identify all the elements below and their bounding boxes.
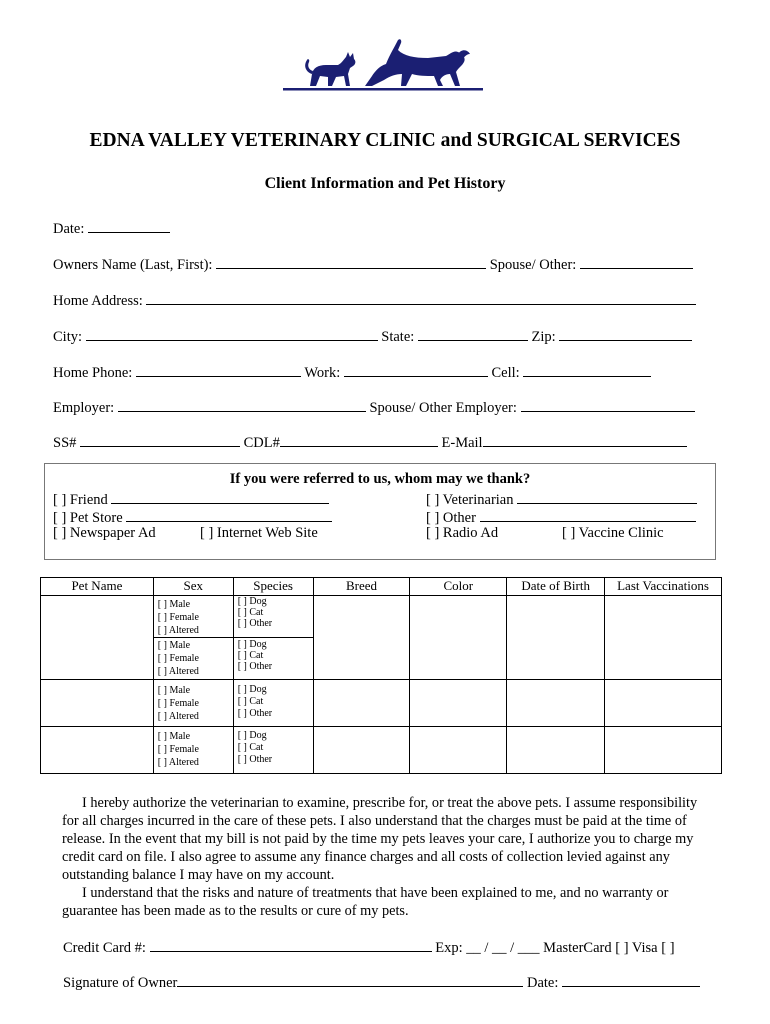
city-label: City: <box>53 329 83 345</box>
date-label: Date: <box>53 221 85 237</box>
ss-label: SS# <box>53 435 77 451</box>
header-breed: Breed <box>313 578 410 596</box>
sex-cell <box>153 638 233 680</box>
cat-and-dog-silhouette-icon <box>280 30 485 94</box>
signature-owner-field[interactable] <box>177 972 523 987</box>
sex-cell <box>153 596 233 638</box>
species-cat-checkbox[interactable]: [ ] Cat <box>237 650 264 661</box>
color-cell[interactable] <box>410 727 507 774</box>
visa-checkbox[interactable]: Visa [ ] <box>631 940 675 956</box>
date-of-birth-cell[interactable] <box>507 680 605 727</box>
spouse-employer-label: Spouse/ Other Employer: <box>369 400 517 416</box>
sex-male-checkbox[interactable]: [ ] Male <box>157 599 191 610</box>
date-of-birth-cell[interactable] <box>507 596 605 680</box>
cdl-label: CDL# <box>243 435 280 451</box>
sex-female-checkbox[interactable]: [ ] Female <box>157 653 199 664</box>
authorization-paragraph: I hereby authorize the veterinarian to examine, prescribe for, or treat the above pets. I assume responsibility for all charges incurred in the care of these pets. I also understand that the charges must be paid at the time of release. In the event that my bill is not paid by the time my pets leaves your care, I authorize you to charge my credit card on file. I also agree to assume any finance charges and all costs of collection levied against any outstanding balance I may have on my account. <box>62 795 698 883</box>
sex-male-checkbox[interactable]: [ ] Male <box>157 640 191 651</box>
cdl-field[interactable] <box>280 432 438 447</box>
sex-female-checkbox[interactable]: [ ] Female <box>157 744 199 755</box>
mastercard-checkbox[interactable]: MasterCard [ ] <box>543 940 629 956</box>
date-field[interactable] <box>88 218 170 233</box>
credit-card-label: Credit Card #: <box>63 940 146 956</box>
date-of-birth-cell[interactable] <box>507 727 605 774</box>
expiration-field[interactable]: Exp: __ / __ / ___ <box>435 940 540 956</box>
pet-name-cell[interactable] <box>41 680 154 727</box>
table-row <box>41 596 722 638</box>
city-field[interactable] <box>86 326 378 341</box>
home-address-label: Home Address: <box>53 293 143 309</box>
email-label: E-Mail <box>441 435 483 451</box>
referral-other-field[interactable] <box>480 507 696 522</box>
species-dog-checkbox[interactable]: [ ] Dog <box>237 730 267 741</box>
spouse-label: Spouse/ Other: <box>489 257 577 273</box>
species-cat-checkbox[interactable]: [ ] Cat <box>237 742 264 753</box>
referral-internet-checkbox[interactable]: [ ] Internet Web Site <box>200 525 318 541</box>
work-phone-field[interactable] <box>344 362 488 377</box>
spouse-field[interactable] <box>580 254 693 269</box>
breed-cell[interactable] <box>313 680 410 727</box>
species-cell <box>233 596 313 638</box>
header-sex: Sex <box>153 578 233 596</box>
species-dog-checkbox[interactable]: [ ] Dog <box>237 684 267 695</box>
species-cat-checkbox[interactable]: [ ] Cat <box>237 607 264 618</box>
spouse-employer-field[interactable] <box>521 397 695 412</box>
breed-cell[interactable] <box>313 596 410 680</box>
credit-card-field[interactable] <box>150 937 432 952</box>
sex-female-checkbox[interactable]: [ ] Female <box>157 698 199 709</box>
referral-other-checkbox[interactable]: [ ] Other <box>426 510 476 526</box>
header-date-of-birth: Date of Birth <box>507 578 605 596</box>
work-label: Work: <box>304 365 341 381</box>
home-phone-label: Home Phone: <box>53 365 133 381</box>
referral-friend-checkbox[interactable]: [ ] Friend <box>53 492 108 508</box>
referral-friend-field[interactable] <box>111 489 329 504</box>
referral-pet-store-field[interactable] <box>126 507 332 522</box>
zip-field[interactable] <box>559 326 692 341</box>
signature-date-field[interactable] <box>562 972 700 987</box>
species-other-checkbox[interactable]: [ ] Other <box>237 708 273 719</box>
referral-veterinarian-checkbox[interactable]: [ ] Veterinarian <box>426 492 514 508</box>
sex-cell <box>153 680 233 727</box>
sex-male-checkbox[interactable]: [ ] Male <box>157 731 191 742</box>
breed-cell[interactable] <box>313 727 410 774</box>
signature-owner-label: Signature of Owner <box>63 975 178 991</box>
referral-veterinarian-field[interactable] <box>517 489 697 504</box>
species-cell <box>233 680 313 727</box>
last-vaccinations-cell[interactable] <box>605 680 722 727</box>
species-dog-checkbox[interactable]: [ ] Dog <box>237 596 267 607</box>
last-vaccinations-cell[interactable] <box>605 596 722 680</box>
referral-radio-checkbox[interactable]: [ ] Radio Ad <box>426 525 499 541</box>
sex-altered-checkbox[interactable]: [ ] Altered <box>157 666 199 677</box>
sex-altered-checkbox[interactable]: [ ] Altered <box>157 711 199 722</box>
species-other-checkbox[interactable]: [ ] Other <box>237 754 273 765</box>
state-field[interactable] <box>418 326 528 341</box>
pet-name-cell[interactable] <box>41 596 154 680</box>
header-color: Color <box>410 578 507 596</box>
species-other-checkbox[interactable]: [ ] Other <box>237 661 273 672</box>
sex-altered-checkbox[interactable]: [ ] Altered <box>157 757 199 768</box>
referral-title: If you were referred to us, whom may we thank? <box>229 471 531 487</box>
email-field[interactable] <box>483 432 687 447</box>
employer-label: Employer: <box>53 400 115 416</box>
species-other-checkbox[interactable]: [ ] Other <box>237 618 273 629</box>
sex-cell <box>153 727 233 774</box>
referral-newspaper-checkbox[interactable]: [ ] Newspaper Ad <box>53 525 156 541</box>
table-row <box>41 727 722 774</box>
header-last-vaccinations: Last Vaccinations <box>605 578 722 596</box>
form-subtitle: Client Information and Pet History <box>264 175 506 192</box>
header-pet-name: Pet Name <box>41 578 154 596</box>
zip-label: Zip: <box>531 329 556 345</box>
species-cell <box>233 727 313 774</box>
color-cell[interactable] <box>410 596 507 680</box>
species-dog-checkbox[interactable]: [ ] Dog <box>237 639 267 650</box>
table-row <box>41 680 722 727</box>
home-address-field[interactable] <box>146 290 696 305</box>
referral-box <box>44 463 716 560</box>
referral-pet-store-checkbox[interactable]: [ ] Pet Store <box>53 510 123 526</box>
signature-date-label: Date: <box>526 975 559 991</box>
cell-phone-field[interactable] <box>523 362 651 377</box>
sex-altered-checkbox[interactable]: [ ] Altered <box>157 625 199 636</box>
last-vaccinations-cell[interactable] <box>605 727 722 774</box>
cell-label: Cell: <box>491 365 520 381</box>
pets-table-header <box>41 578 722 596</box>
header-species: Species <box>233 578 313 596</box>
state-label: State: <box>381 329 415 345</box>
ss-field[interactable] <box>80 432 240 447</box>
home-phone-field[interactable] <box>136 362 301 377</box>
species-cell <box>233 638 313 680</box>
referral-vaccine-clinic-checkbox[interactable]: [ ] Vaccine Clinic <box>562 525 664 541</box>
warranty-paragraph: I understand that the risks and nature of treatments that have been explained to me, and no warranty or guarantee has been made as to the results or cure of my pets. <box>62 885 669 919</box>
pet-name-cell[interactable] <box>41 727 154 774</box>
sex-female-checkbox[interactable]: [ ] Female <box>157 612 199 623</box>
color-cell[interactable] <box>410 680 507 727</box>
owners-name-field[interactable] <box>216 254 486 269</box>
employer-field[interactable] <box>118 397 366 412</box>
species-cat-checkbox[interactable]: [ ] Cat <box>237 696 264 707</box>
clinic-title: EDNA VALLEY VETERINARY CLINIC and SURGICAL SERVICES <box>89 130 681 151</box>
owners-name-label: Owners Name (Last, First): <box>53 257 213 273</box>
sex-male-checkbox[interactable]: [ ] Male <box>157 685 191 696</box>
pets-table <box>40 577 722 774</box>
